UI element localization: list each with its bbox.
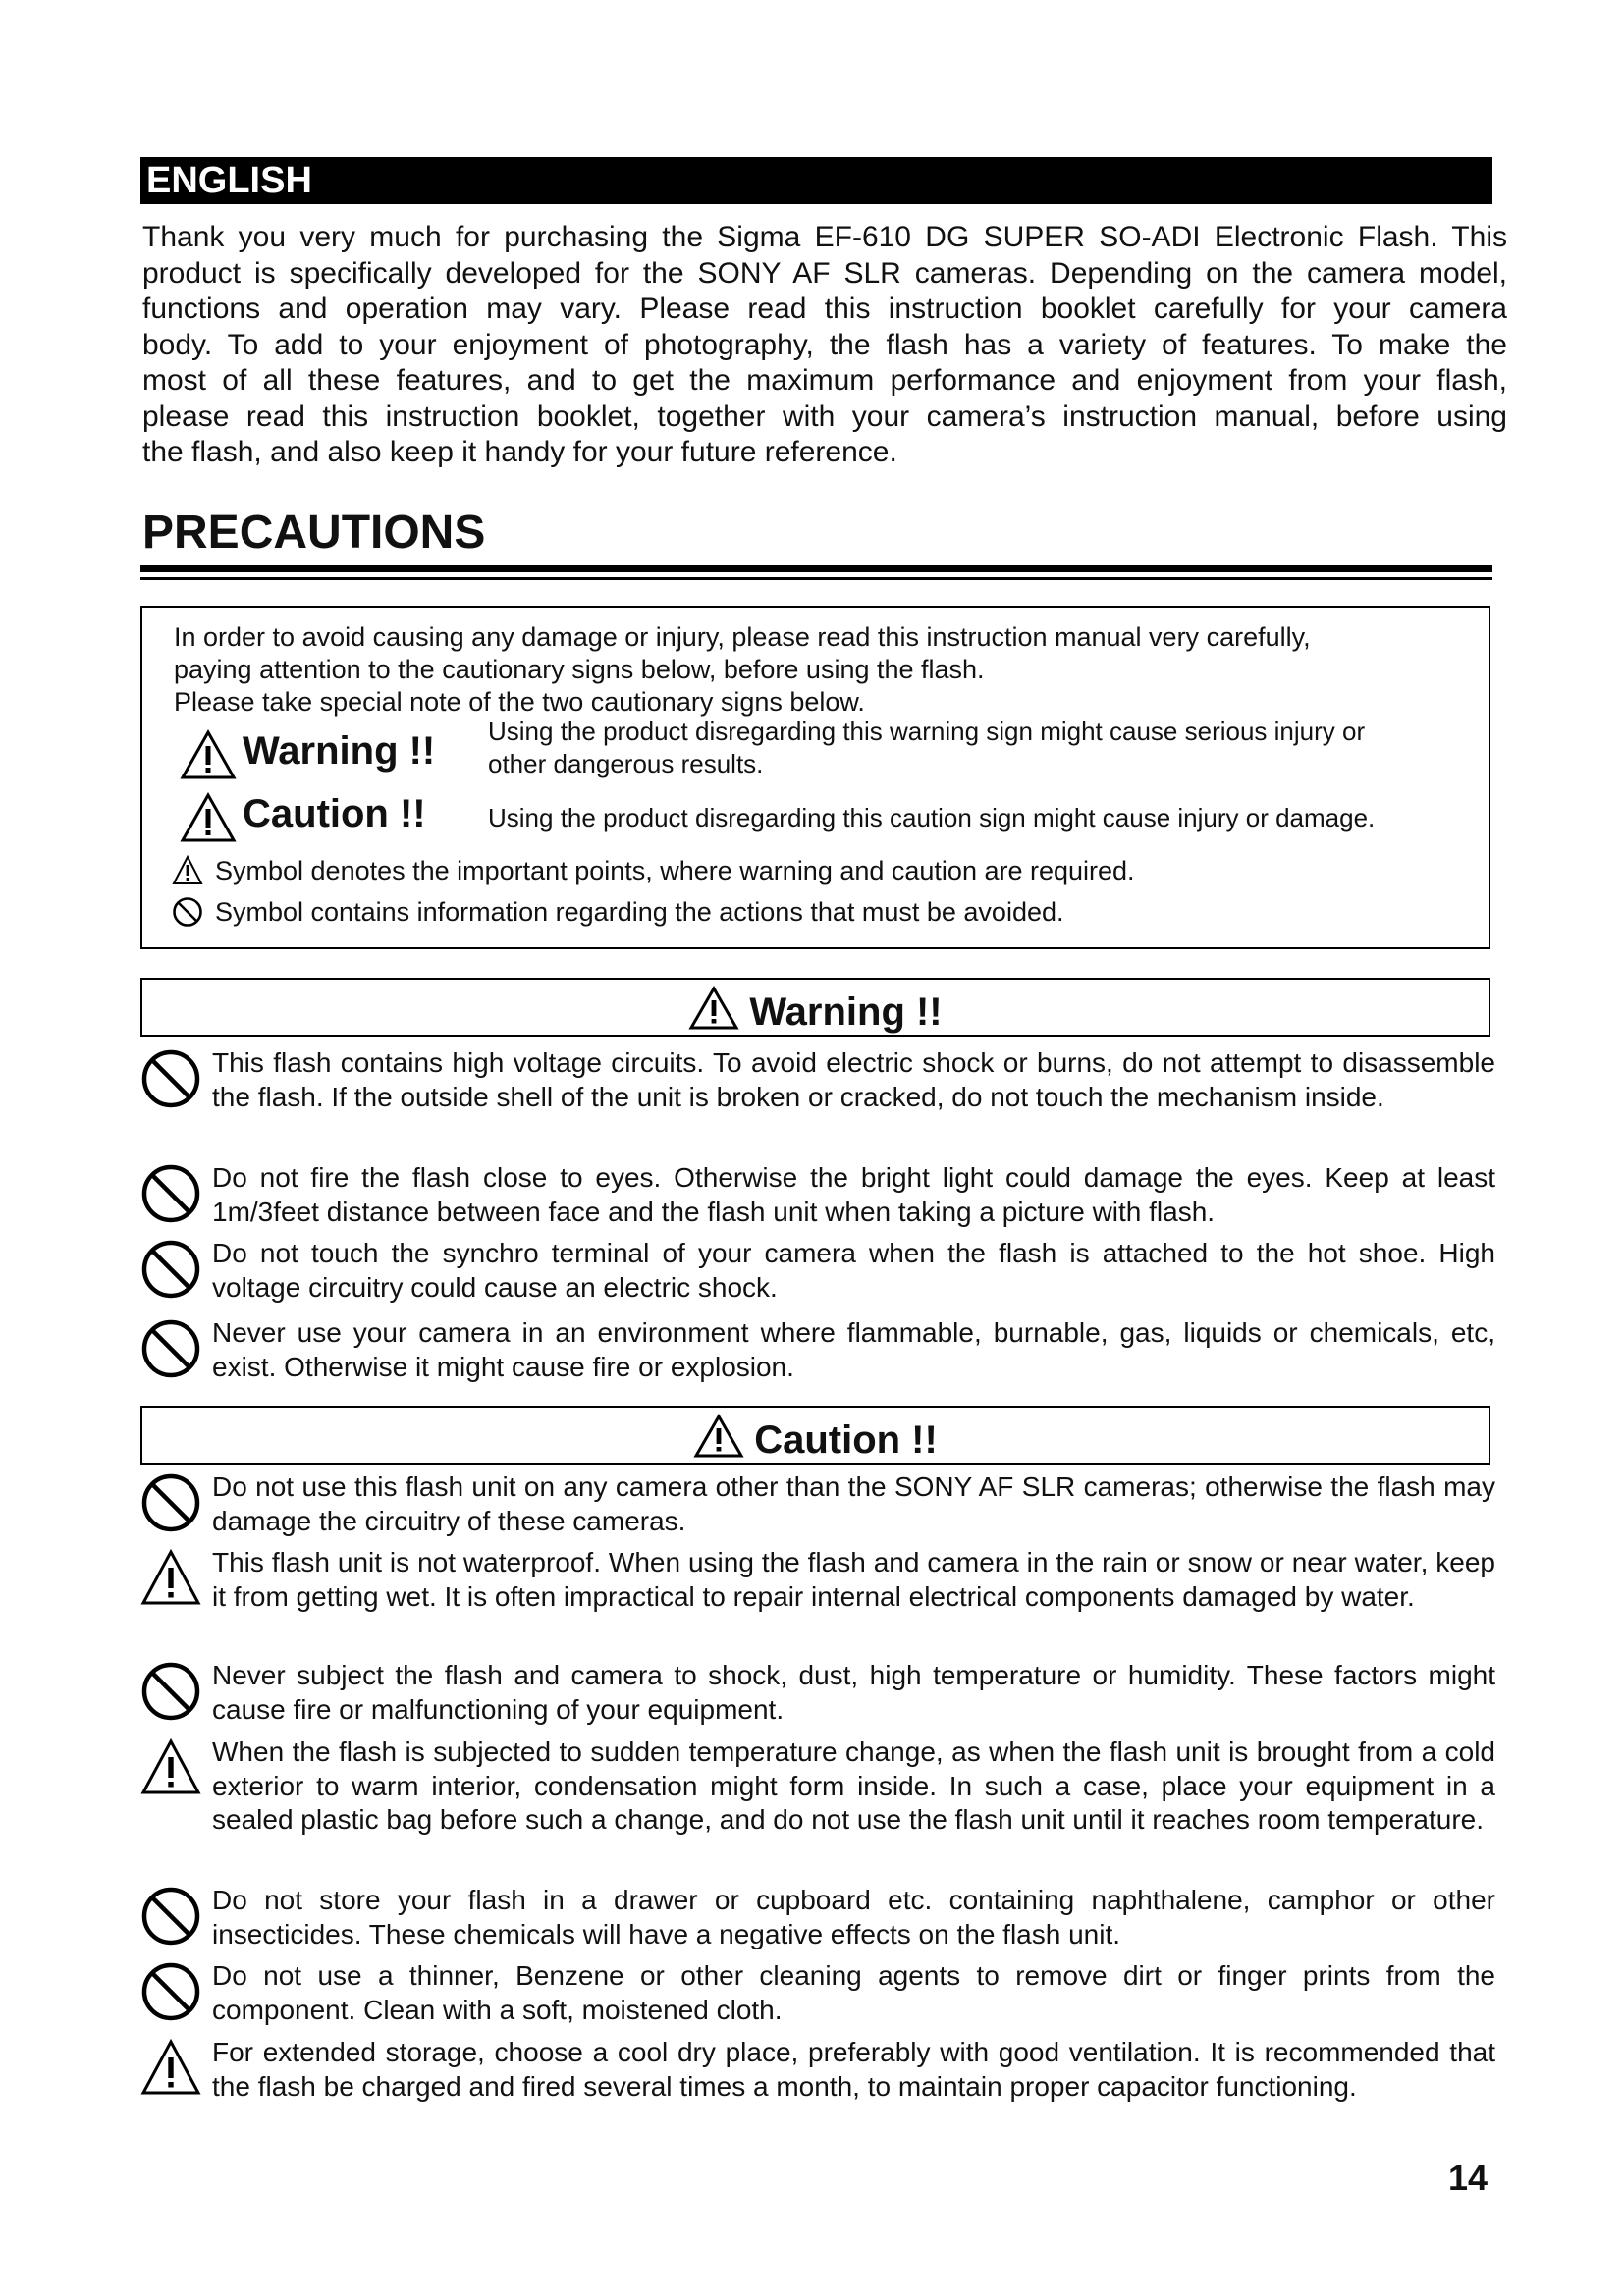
prohibition-icon xyxy=(140,1961,201,2022)
warning-sign-description: other dangerous results. xyxy=(488,749,764,778)
warning-item-text: Do not fire the flash close to eyes. Otherwise the bright light could damage the eyes. Keep at least 1m/3feet distance between face and the flash unit when taking a picture with flash. xyxy=(212,1162,1495,1227)
warning-triangle-icon xyxy=(140,1737,201,1798)
warning-triangle-icon xyxy=(140,2038,201,2099)
warning-sign-label: Warning !! xyxy=(243,729,436,773)
symbol-avoid-text: Symbol contains information regarding the actions that must be avoided. xyxy=(215,897,1064,927)
caution-item-text: Do not use a thinner, Benzene or other cleaning agents to remove dirt or finger prints from the component. Clean with a soft, moistened cloth. xyxy=(212,1960,1495,2025)
caution-sign-description: Using the product disregarding this caution sign might cause injury or damage. xyxy=(488,803,1376,832)
intro-line: Thank you very much for purchasing the Sigma EF-610 DG SUPER SO-ADI Electronic Flash. This xyxy=(142,221,1507,253)
language-header-bar xyxy=(140,157,1492,204)
warning-triangle-icon xyxy=(140,1548,201,1609)
caution-heading: Caution !! xyxy=(754,1418,938,1462)
prohibition-icon xyxy=(140,1886,201,1947)
warning-triangle-icon xyxy=(693,1414,744,1459)
warning-heading-box xyxy=(140,978,1490,1037)
prohibition-icon xyxy=(140,1048,201,1109)
language-label: ENGLISH xyxy=(146,160,312,201)
precautions-title: PRECAUTIONS xyxy=(142,507,486,559)
notice-line: Please take special note of the two cautionary signs below. xyxy=(174,687,865,717)
notice-line: In order to avoid causing any damage or injury, please read this instruction manual very carefully, xyxy=(174,622,1311,652)
caution-item-text: When the flash is subjected to sudden temperature change, as when the flash unit is brought from a cold exterior to warm interior, condensation might form inside. In such a case, place your equipment in a sealed plastic bag before such a change, and do not use the flash unit until it reaches room temperature. xyxy=(212,1736,1495,1835)
prohibition-icon xyxy=(140,1239,201,1300)
caution-item-text: This flash unit is not waterproof. When using the flash and camera in the rain or snow or near water, keep it from getting wet. It is often impractical to repair internal electrical components damaged by water. xyxy=(212,1547,1495,1612)
caution-item-text: Do not store your flash in a drawer or cupboard etc. containing naphthalene, camphor or other insecticides. These chemicals will have a negative effects on the flash unit. xyxy=(212,1885,1495,1949)
cautionary-signs-box xyxy=(140,606,1490,949)
warning-item-text: Never use your camera in an environment where flammable, burnable, gas, liquids or chemicals, etc, exist. Otherwise it might cause fire or explosion. xyxy=(212,1317,1495,1382)
caution-heading-box xyxy=(140,1406,1490,1465)
intro-line: please read this instruction booklet, together with your camera’s instruction manual, before using xyxy=(142,400,1507,433)
warning-triangle-icon xyxy=(180,792,237,843)
intro-line: most of all these features, and to get the maximum performance and enjoyment from your flash, xyxy=(142,364,1507,397)
intro-line: the flash, and also keep it handy for your future reference. xyxy=(142,436,897,468)
warning-triangle-icon xyxy=(688,986,739,1031)
intro-line: functions and operation may vary. Please read this instruction booklet carefully for your camera xyxy=(142,293,1507,325)
page-number: 14 xyxy=(1448,2158,1489,2198)
intro-line: product is specifically developed for the SONY AF SLR cameras. Depending on the camera model, xyxy=(142,256,1507,290)
caution-item-text: Do not use this flash unit on any camera other than the SONY AF SLR cameras; otherwise the flash may damage the circuitry of these cameras. xyxy=(212,1471,1495,1536)
prohibition-icon xyxy=(172,896,203,928)
warning-heading: Warning !! xyxy=(749,990,943,1034)
prohibition-icon xyxy=(140,1472,201,1533)
prohibition-icon xyxy=(140,1318,201,1379)
warning-triangle-icon xyxy=(172,855,203,886)
intro-line: body. To add to your enjoyment of photography, the flash has a variety of features. To make the xyxy=(142,328,1507,361)
notice-line: paying attention to the cautionary signs below, before using the flash. xyxy=(174,655,985,684)
symbol-important-text: Symbol denotes the important points, where warning and caution are required. xyxy=(215,856,1135,885)
title-rule-thick xyxy=(140,565,1492,572)
warning-sign-description: Using the product disregarding this warning sign might cause serious injury or xyxy=(488,717,1366,746)
title-rule-thin xyxy=(140,577,1492,580)
warning-triangle-icon xyxy=(180,729,237,780)
warning-item-text: Do not touch the synchro terminal of your camera when the flash is attached to the hot shoe. High voltage circuitry could cause an electric shock. xyxy=(212,1238,1495,1303)
prohibition-icon xyxy=(140,1163,201,1224)
caution-sign-label: Caution !! xyxy=(243,792,426,835)
intro-paragraph xyxy=(142,220,1507,471)
caution-item-text: Never subject the flash and camera to shock, dust, high temperature or humidity. These factors might cause fire or malfunctioning of your equipment. xyxy=(212,1660,1495,1725)
caution-item-text: For extended storage, choose a cool dry place, preferably with good ventilation. It is recommended that the flash be charged and fired several times a month, to maintain proper capacitor functioning. xyxy=(212,2037,1495,2102)
prohibition-icon xyxy=(140,1661,201,1722)
warning-item-text: This flash contains high voltage circuits. To avoid electric shock or burns, do not attempt to disassemble the flash. If the outside shell of the unit is broken or cracked, do not touch the mechanism inside. xyxy=(212,1047,1495,1112)
